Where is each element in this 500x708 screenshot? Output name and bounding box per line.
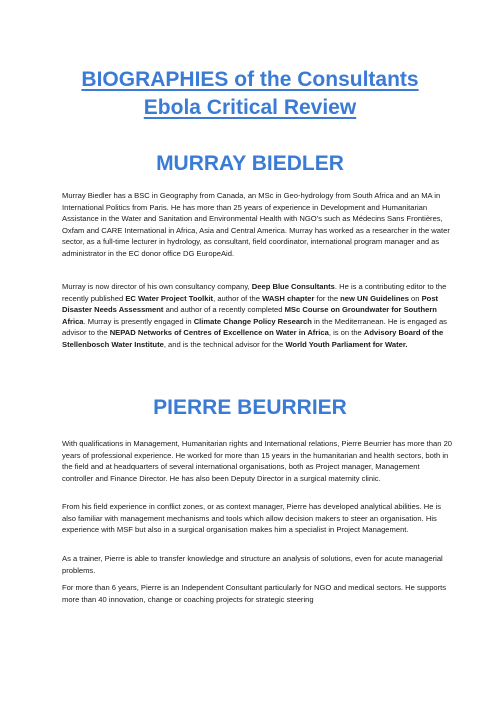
murray-p2-text-4: for the: [314, 293, 341, 303]
murray-p2-text-9: , is on the: [328, 328, 364, 337]
pierre-paragraph-1: With qualifications in Management, Humanitarian rights and International relations, Pierre Beurrier has more than 20 years of professional experience. He worked for more than 15 years in the humanitarian and health sectors, both in the field and at headquarters of several international organisations, both as Project manager, Management controller and Finance Director. He has also been Deputy Director in a surgical maternity clinic.: [62, 439, 453, 483]
murray-p2-text-3: , author of the: [213, 293, 263, 303]
murray-p2-bold-9: Advisory Board of the Stellenbosch Water Institute: [62, 328, 444, 349]
murray-p2-text-10: , and is the technical advisor for the: [163, 339, 286, 349]
pierre-paragraph-2: From his field experience in conflict zones, or as context manager, Pierre has developed analytical abilities. He is also familiar with management mechanisms and tools which allow decision makers to steer an organisation. His experience with MSF but also in a surgical organisation makes him a specialist in Project Management.: [62, 502, 442, 534]
murray-p2-bold-3: WASH chapter: [262, 293, 315, 303]
murray-p2-text-1: Murray is now director of his own consultancy company,: [62, 282, 252, 291]
murray-p2-bold-1: Deep Blue Consultants: [251, 282, 335, 291]
murray-paragraph-2: [62, 281, 452, 350]
murray-p2-text-7: . Murray is presently engaged in: [83, 316, 194, 326]
murray-p2-bold-2: EC Water Project Toolkit: [125, 293, 214, 303]
murray-p2-text-5: on: [408, 293, 422, 303]
title-line-2: Ebola Critical Review: [143, 96, 357, 119]
murray-p2-bold-6: MSc Course on Groundwater for Southern Africa: [62, 305, 437, 326]
title-line-1: BIOGRAPHIES of the Consultants: [81, 68, 419, 91]
section-heading-murray: MURRAY BIEDLER: [156, 152, 344, 175]
murray-p2-text-6: and author of a recently completed: [163, 305, 285, 314]
document-title: [0, 66, 500, 122]
murray-p2-bold-10: World Youth Parliament for Water.: [285, 339, 408, 349]
murray-paragraph-1: Murray Biedler has a BSC in Geography from Canada, an MSc in Geo-hydrology from South Africa and an MA in International Politics from Paris. He has more than 25 years of experience in Development and Humanitarian Assistance in the Water and Sanitation and Environmental Health with NGO’s such as Médecins Sans Frontières, Oxfam and CARE International in Africa, Asia and Central America. Murray has worked as a researcher in the water sector, as a full-time lecturer in hydrology, as consultant, field coordinator, international program manager and as administrator in the EC donor office DG EuropeAid.: [62, 191, 450, 258]
pierre-paragraph-4: For more than 6 years, Pierre is an Independent Consultant particularly for NGO and medical sectors. He supports more than 40 innovation, change or coaching projects for strategic steering: [62, 583, 447, 604]
section-heading-pierre: PIERRE BEURRIER: [153, 396, 347, 419]
pierre-paragraph-3: As a trainer, Pierre is able to transfer knowledge and structure an analysis of solutions, even for acute managerial problems.: [62, 554, 443, 575]
murray-p2-text-8: in the Mediterranean. He is engaged as advisor to the: [62, 316, 447, 337]
murray-p2-bold-5: Post Disaster Needs Assessment: [62, 293, 439, 314]
murray-p2-bold-8: NEPAD Networks of Centres of Excellence on Water in Africa: [109, 328, 329, 337]
murray-p2-bold-4: new UN Guidelines: [340, 293, 409, 303]
murray-p2-bold-7: Climate Change Policy Research: [193, 316, 312, 326]
murray-p2-text-2: . He is a contributing editor to the recently published: [62, 282, 447, 303]
